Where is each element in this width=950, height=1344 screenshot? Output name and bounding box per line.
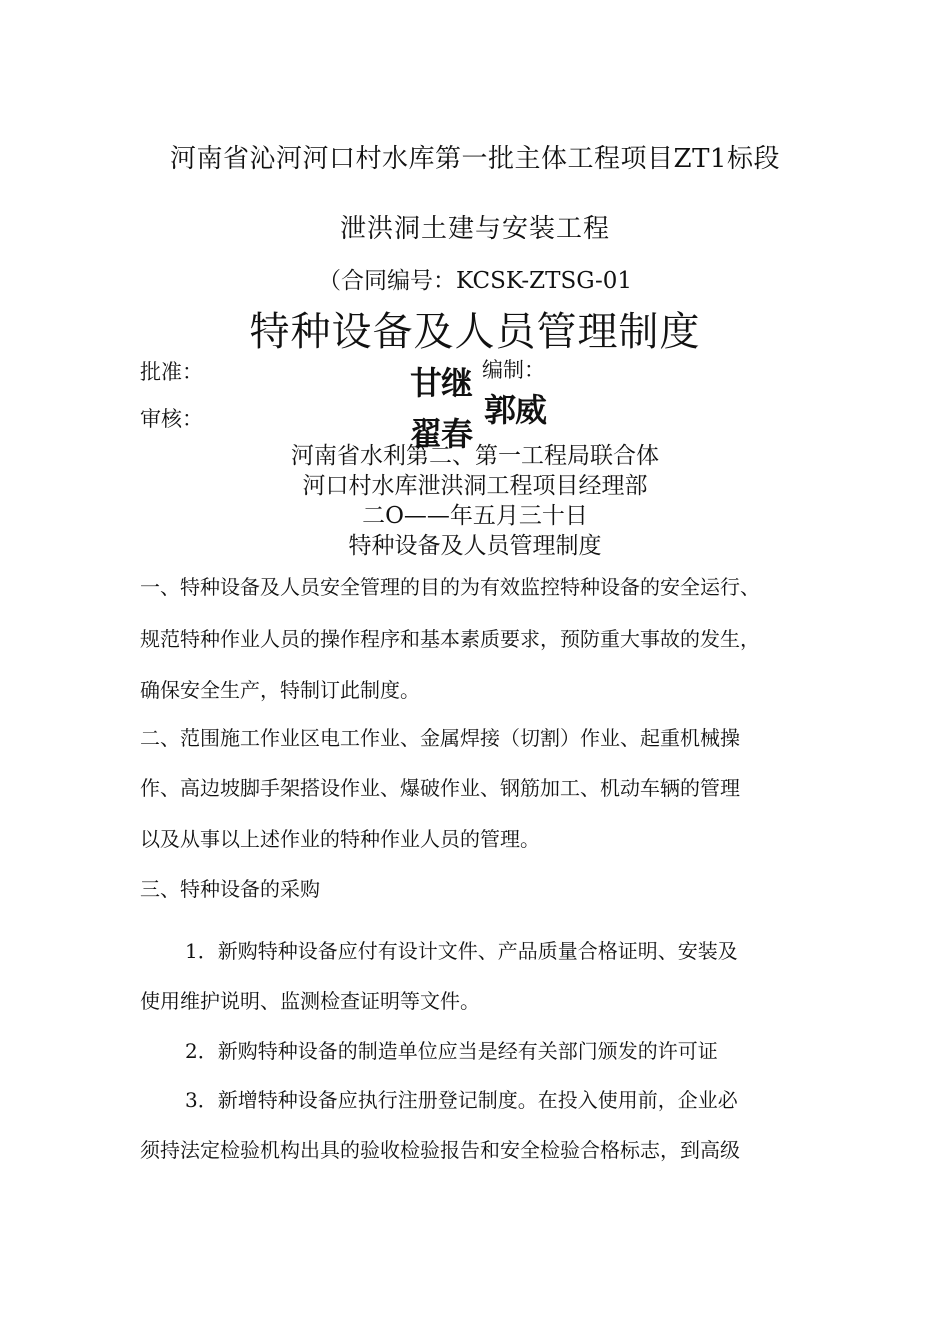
compiler-name: 郭威 bbox=[484, 391, 547, 429]
section1-line3: 确保安全生产，特制订此制度。 bbox=[140, 678, 420, 702]
section2-line2: 作、高边坡脚手架搭设作业、爆破作业、钢筋加工、机动车辆的管理 bbox=[140, 776, 740, 800]
reviewer-name: 翟春 bbox=[410, 415, 473, 453]
document-title: 特种设备及人员管理制度 bbox=[249, 309, 701, 355]
issue-date: 二O——年五月三十日 bbox=[362, 503, 588, 529]
section1-line1: 一、特种设备及人员安全管理的目的为有效监控特种设备的安全运行、 bbox=[140, 575, 760, 599]
document-title-repeat: 特种设备及人员管理制度 bbox=[348, 533, 602, 559]
item2-line1: 2．新购特种设备的制造单位应当是经有关部门颁发的许可证 bbox=[185, 1039, 718, 1063]
approver-name: 甘继 bbox=[410, 364, 473, 402]
section2-line3: 以及从事以上述作业的特种作业人员的管理。 bbox=[140, 827, 540, 851]
review-label: 审核： bbox=[140, 407, 203, 431]
item1-line1: 1．新购特种设备应付有设计文件、产品质量合格证明、安装及 bbox=[185, 939, 738, 963]
section3-heading: 三、特种设备的采购 bbox=[140, 877, 320, 901]
org-line1: 河南省水利第二、第一工程局联合体 bbox=[291, 443, 659, 469]
org-line2: 河口村水库泄洪洞工程项目经理部 bbox=[302, 473, 648, 499]
approve-label: 批准： bbox=[140, 360, 203, 384]
item3-line2: 须持法定检验机构出具的验收检验报告和安全检验合格标志，到高级 bbox=[140, 1138, 740, 1162]
section2-line1: 二、范围施工作业区电工作业、金属焊接（切割）作业、起重机械操 bbox=[140, 726, 740, 750]
project-title-line1: 河南省沁河河口村水库第一批主体工程项目ZT1标段 bbox=[170, 144, 780, 174]
item3-line1: 3．新增特种设备应执行注册登记制度。在投入使用前，企业必 bbox=[185, 1088, 738, 1112]
item1-line2: 使用维护说明、监测检查证明等文件。 bbox=[140, 989, 480, 1013]
project-title-line2: 泄洪洞土建与安装工程 bbox=[339, 214, 610, 244]
contract-number: （合同编号：KCSK-ZTSG-01 bbox=[317, 268, 633, 294]
section1-line2: 规范特种作业人员的操作程序和基本素质要求，预防重大事故的发生， bbox=[140, 627, 760, 651]
compile-label: 编制： bbox=[482, 358, 545, 382]
